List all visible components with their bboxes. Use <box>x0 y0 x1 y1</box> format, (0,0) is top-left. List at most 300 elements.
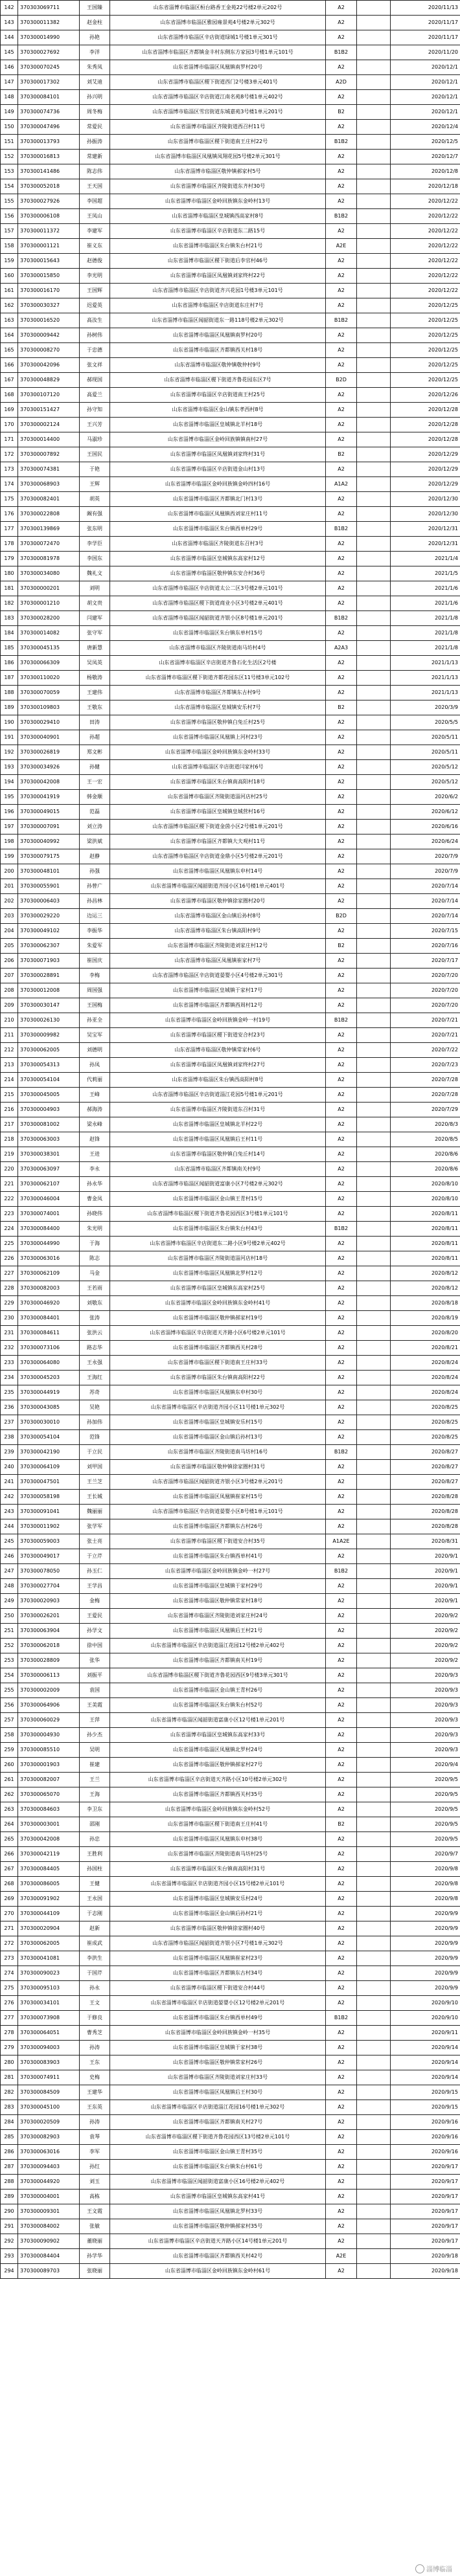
driver-name-cell: 王国辉 <box>80 284 110 298</box>
license-class-cell: A2 <box>326 60 357 75</box>
driver-name-cell: 王东英 <box>80 2100 110 2115</box>
table-row <box>1 60 460 75</box>
table-row <box>1 745 460 760</box>
license-class-cell: B1B2 <box>326 209 357 224</box>
cert-number-cell: 370300070245 <box>18 60 80 75</box>
address-cell: 山东省淄博市临淄区辛店街道晏婴小区8号楼1单元101号 <box>110 1505 326 1519</box>
address-cell: 山东省淄博市临淄区金山镇后孙村8号 <box>110 909 326 924</box>
date-cell: 2020/9/5 <box>391 1802 460 1817</box>
cert-number-cell: 370300011382 <box>18 16 80 30</box>
date-cell: 2020/12/28 <box>391 432 460 447</box>
empty-cell <box>357 2026 391 2041</box>
license-class-cell: B1B2 <box>326 313 357 328</box>
table-row <box>1 1147 460 1162</box>
address-cell: 山东省淄博市临淄区齐都镇金丰村东侧东方家园3号楼1单元101号 <box>110 45 326 60</box>
license-class-cell: A2 <box>326 164 357 179</box>
date-cell: 2020/8/21 <box>391 1341 460 1356</box>
table-row <box>1 566 460 581</box>
row-index-cell: 248 <box>1 1579 18 1594</box>
driver-name-cell: 李光明 <box>80 269 110 284</box>
address-cell: 山东省淄博市临淄区皇城镇东高家村41号 <box>110 2190 326 2204</box>
address-cell: 山东省淄博市临淄区稷下街道齐鲁花园西区3号楼1单元101号 <box>110 1207 326 1222</box>
row-index-cell: 240 <box>1 1460 18 1475</box>
empty-cell <box>357 328 391 343</box>
driver-name-cell: 孙健 <box>80 760 110 775</box>
license-class-cell: A2 <box>326 1549 357 1564</box>
address-cell: 山东省淄博市临淄区齐陵街道刘家庄村24号 <box>110 1609 326 1624</box>
driver-name-cell: 李洋 <box>80 45 110 60</box>
empty-cell <box>357 1192 391 1207</box>
cert-number-cell: 370300082007 <box>18 1773 80 1787</box>
date-cell: 2020/9/17 <box>391 2234 460 2249</box>
empty-cell <box>357 1907 391 1921</box>
date-cell: 2020/12/25 <box>391 313 460 328</box>
license-class-cell: A2 <box>326 1162 357 1177</box>
empty-cell <box>357 939 391 954</box>
table-row <box>1 924 460 939</box>
date-cell: 2020/12/31 <box>391 537 460 552</box>
row-index-cell: 253 <box>1 1653 18 1668</box>
empty-cell <box>357 1951 391 1966</box>
driver-name-cell: 王兴芳 <box>80 418 110 432</box>
empty-cell <box>357 834 391 849</box>
empty-cell <box>357 254 391 269</box>
address-cell: 山东省淄博市临淄区凤凰镇上河村23号 <box>110 730 326 745</box>
license-class-cell: A2 <box>326 507 357 522</box>
date-cell: 2020/11/13 <box>391 1 460 16</box>
table-row <box>1 1430 460 1445</box>
cert-number-cell: 370300045135 <box>18 641 80 656</box>
date-cell: 2020/12/28 <box>391 403 460 418</box>
empty-cell <box>357 1743 391 1758</box>
date-cell: 2021/1/13 <box>391 686 460 700</box>
license-class-cell: A2 <box>326 864 357 879</box>
driver-name-cell: 赵德俊 <box>80 254 110 269</box>
row-index-cell: 231 <box>1 1326 18 1341</box>
driver-name-cell: 胡英 <box>80 492 110 507</box>
license-class-cell: A2 <box>326 760 357 775</box>
license-class-cell: A2 <box>326 1088 357 1103</box>
address-cell: 山东省淄博市临淄区齐都镇大夫观村11号 <box>110 834 326 849</box>
cert-number-cell: 370300139869 <box>18 522 80 537</box>
table-row <box>1 1683 460 1698</box>
empty-cell <box>357 1668 391 1683</box>
date-cell: 2020/9/2 <box>391 1653 460 1668</box>
license-class-cell: A2 <box>326 1207 357 1222</box>
table-row <box>1 2264 460 2279</box>
address-cell: 山东省淄博市临淄区闻韶街道齐银小区7号楼1单元302号 <box>110 1936 326 1951</box>
address-cell: 山东省淄博市临淄区金岭回族镇金岭四村16号 <box>110 477 326 492</box>
table-row <box>1 1624 460 1639</box>
empty-cell <box>357 2190 391 2204</box>
row-index-cell: 290 <box>1 2204 18 2219</box>
driver-name-cell: 董晓丽 <box>80 2234 110 2249</box>
empty-cell <box>357 284 391 298</box>
table-row <box>1 373 460 388</box>
address-cell: 山东省淄博市临淄区辛店街道南王村25号 <box>110 388 326 403</box>
address-cell: 山东省淄博市临淄区雪宫街道东城嘉苑3号楼1单元201号 <box>110 105 326 120</box>
address-cell: 山东省淄博市临淄区稷下街道后李官村46号 <box>110 254 326 269</box>
address-cell: 山东省淄博市临淄区齐陵街道刘家庄村12号 <box>110 939 326 954</box>
empty-cell <box>357 1475 391 1490</box>
date-cell: 2020/12/30 <box>391 492 460 507</box>
address-cell: 山东省淄博市临淄区稷下街道南王庄村22号 <box>110 135 326 150</box>
row-index-cell: 292 <box>1 2234 18 2249</box>
row-index-cell: 277 <box>1 2011 18 2026</box>
driver-name-cell: 孙学文 <box>80 1624 110 1639</box>
cert-number-cell: 370300015850 <box>18 269 80 284</box>
empty-cell <box>357 2115 391 2130</box>
date-cell: 2020/9/16 <box>391 2145 460 2160</box>
row-index-cell: 210 <box>1 1013 18 1028</box>
license-class-cell: A2 <box>326 2145 357 2160</box>
license-class-cell: A2 <box>326 1192 357 1207</box>
date-cell: 2020/8/6 <box>391 1147 460 1162</box>
row-index-cell: 269 <box>1 1892 18 1907</box>
row-index-cell: 265 <box>1 1832 18 1847</box>
license-class-cell: A2 <box>326 1371 357 1385</box>
driver-name-cell: 王胜利 <box>80 1847 110 1862</box>
driver-name-cell: 孙永 <box>80 1981 110 1996</box>
row-index-cell: 239 <box>1 1445 18 1460</box>
date-cell: 2020/9/10 <box>391 2011 460 2026</box>
row-index-cell: 162 <box>1 298 18 313</box>
empty-cell <box>357 1981 391 1996</box>
license-class-cell: A2 <box>326 1385 357 1400</box>
driver-name-cell: 郝现国 <box>80 373 110 388</box>
license-class-cell: A2 <box>326 358 357 373</box>
cert-number-cell: 370300084405 <box>18 1862 80 1877</box>
license-class-cell: A2 <box>326 1624 357 1639</box>
date-cell: 2020/8/10 <box>391 1177 460 1192</box>
empty-cell <box>357 1356 391 1371</box>
empty-cell <box>357 1936 391 1951</box>
date-cell: 2020/8/28 <box>391 1519 460 1534</box>
table-row <box>1 75 460 90</box>
empty-cell <box>357 209 391 224</box>
date-cell: 2020/9/9 <box>391 1936 460 1951</box>
date-cell: 2020/7/28 <box>391 1073 460 1088</box>
empty-cell <box>357 2234 391 2249</box>
address-cell: 山东省淄博市临淄区金山镇王青村26号 <box>110 1683 326 1698</box>
empty-cell <box>357 566 391 581</box>
row-index-cell: 287 <box>1 2160 18 2175</box>
address-cell: 山东省淄博市临淄区辛店街道齐兴花园1号楼3单元101号 <box>110 284 326 298</box>
address-cell: 山东省淄博市临淄区齐都镇西关村42号 <box>110 2249 326 2264</box>
license-class-cell: A2 <box>326 581 357 596</box>
address-cell: 山东省淄博市临淄区齐都镇南关村9号 <box>110 1162 326 1177</box>
driver-name-cell: 于立芹 <box>80 1549 110 1564</box>
license-class-cell: A2 <box>326 2026 357 2041</box>
row-index-cell: 192 <box>1 745 18 760</box>
empty-cell <box>357 298 391 313</box>
table-row <box>1 150 460 164</box>
address-cell: 山东省淄博市临淄区金岭回族镇金岭一村35号 <box>110 2026 326 2041</box>
license-class-cell: A2 <box>326 1296 357 1311</box>
date-cell: 2020/9/5 <box>391 1832 460 1847</box>
address-cell: 山东省淄博市临淄区敬仲镇常家村26号 <box>110 2055 326 2070</box>
empty-cell <box>357 462 391 477</box>
cert-number-cell: 370300074911 <box>18 2070 80 2085</box>
empty-cell <box>357 552 391 566</box>
address-cell: 山东省淄博市临淄区敬仲镇常家村18号 <box>110 1594 326 1609</box>
row-index-cell: 232 <box>1 1341 18 1356</box>
cert-number-cell: 370300045203 <box>18 1371 80 1385</box>
cert-number-cell: 370300084400 <box>18 1222 80 1237</box>
table-row <box>1 894 460 909</box>
address-cell: 山东省淄博市临淄区金岭回族镇东金岭村61号 <box>110 2264 326 2279</box>
table-row <box>1 1519 460 1534</box>
empty-cell <box>357 1921 391 1936</box>
row-index-cell: 142 <box>1 1 18 16</box>
empty-cell <box>357 150 391 164</box>
empty-cell <box>357 954 391 969</box>
table-row <box>1 2175 460 2190</box>
date-cell: 2020/8/5 <box>391 1132 460 1147</box>
row-index-cell: 164 <box>1 328 18 343</box>
cert-number-cell: 370300001121 <box>18 239 80 254</box>
row-index-cell: 147 <box>1 75 18 90</box>
date-cell: 2020/7/14 <box>391 894 460 909</box>
date-cell: 2020/9/3 <box>391 1728 460 1743</box>
table-row <box>1 820 460 834</box>
cert-number-cell: 370300063904 <box>18 1624 80 1639</box>
driver-name-cell: 高汝生 <box>80 313 110 328</box>
cert-number-cell: 370300073908 <box>18 2011 80 2026</box>
driver-name-cell: 王文霞 <box>80 2204 110 2219</box>
address-cell: 山东省淄博市临淄区皇城镇安乐村24号 <box>110 1892 326 1907</box>
driver-name-cell: 史梅 <box>80 2070 110 2085</box>
row-index-cell: 179 <box>1 552 18 566</box>
address-cell: 山东省淄博市临淄区敬仲镇郝家村19号 <box>110 1311 326 1326</box>
license-class-cell: A2 <box>326 1415 357 1430</box>
cert-number-cell: 370300062307 <box>18 939 80 954</box>
license-class-cell: A2 <box>326 596 357 611</box>
row-index-cell: 234 <box>1 1371 18 1385</box>
license-class-cell: A2 <box>326 150 357 164</box>
address-cell: 山东省淄博市临淄区皇城镇东高家村25号 <box>110 1281 326 1296</box>
cert-number-cell: 370300003001 <box>18 1817 80 1832</box>
row-index-cell: 281 <box>1 2070 18 2085</box>
address-cell: 山东省淄博市临淄区金岭回族镇金岭一村19号 <box>110 1013 326 1028</box>
driver-name-cell: 李永 <box>80 1162 110 1177</box>
driver-name-cell: 范锋 <box>80 1430 110 1445</box>
row-index-cell: 261 <box>1 1773 18 1787</box>
license-class-cell: A2 <box>326 2264 357 2279</box>
date-cell: 2020/7/23 <box>391 1058 460 1073</box>
cert-number-cell: 370300042190 <box>18 1445 80 1460</box>
driver-name-cell: 张涛 <box>80 1311 110 1326</box>
cert-number-cell: 370300004930 <box>18 1728 80 1743</box>
row-index-cell: 204 <box>1 924 18 939</box>
license-class-cell: A2 <box>326 924 357 939</box>
row-index-cell: 158 <box>1 239 18 254</box>
row-index-cell: 207 <box>1 969 18 983</box>
cert-number-cell: 370300141486 <box>18 164 80 179</box>
license-class-cell: A2 <box>326 1400 357 1415</box>
address-cell: 山东省淄博市临淄区金岭回族镇东金岭村13号 <box>110 194 326 209</box>
address-cell: 山东省淄博市临淄区稷下街道齐鲁花园东区7号 <box>110 373 326 388</box>
cert-number-cell: 370300046920 <box>18 1296 80 1311</box>
driver-name-cell: 常爱民 <box>80 120 110 135</box>
address-cell: 山东省淄博市临淄区凤凰镇北罗村12号 <box>110 1266 326 1281</box>
row-index-cell: 194 <box>1 775 18 790</box>
table-row <box>1 1549 460 1564</box>
cert-number-cell: 370300026130 <box>18 1013 80 1028</box>
table-row <box>1 1743 460 1758</box>
address-cell: 山东省淄博市临淄区辛店街道齐园小区11号楼1单元302号 <box>110 1400 326 1415</box>
cert-number-cell: 370300064051 <box>18 2026 80 2041</box>
table-row <box>1 328 460 343</box>
driver-name-cell: 孙树伟 <box>80 328 110 343</box>
row-index-cell: 246 <box>1 1549 18 1564</box>
table-row <box>1 105 460 120</box>
empty-cell <box>357 1579 391 1594</box>
address-cell: 山东省淄博市临淄区齐都镇北门村13号 <box>110 492 326 507</box>
date-cell: 2020/9/16 <box>391 2130 460 2145</box>
license-class-cell: B2 <box>326 447 357 462</box>
date-cell: 2020/12/1 <box>391 90 460 105</box>
date-cell: 2020/7/21 <box>391 1013 460 1028</box>
date-cell: 2020/5/12 <box>391 760 460 775</box>
date-cell: 2020/9/17 <box>391 2219 460 2234</box>
license-class-cell: A2 <box>326 328 357 343</box>
date-cell: 2020/8/12 <box>391 1281 460 1296</box>
address-cell: 山东省淄博市临淄区凤凰镇刘家终村31号 <box>110 447 326 462</box>
cert-number-cell: 370300043085 <box>18 1400 80 1415</box>
driver-name-cell: 王东 <box>80 2055 110 2070</box>
empty-cell <box>357 1117 391 1132</box>
empty-cell <box>357 1832 391 1847</box>
empty-cell <box>357 1460 391 1475</box>
cert-number-cell: 370300015643 <box>18 254 80 269</box>
date-cell: 2020/7/14 <box>391 879 460 894</box>
table-row <box>1 2249 460 2264</box>
driver-name-cell: 孙少杰 <box>80 1728 110 1743</box>
row-index-cell: 170 <box>1 418 18 432</box>
cert-number-cell: 370300060029 <box>18 1713 80 1728</box>
table-row <box>1 16 460 30</box>
address-cell: 山东省淄博市临淄区金山镇东孝西村8号 <box>110 403 326 418</box>
driver-name-cell: 赵锋 <box>80 1132 110 1147</box>
driver-name-cell: 王长城 <box>80 1490 110 1505</box>
address-cell: 山东省淄博市临淄区敬仲镇白兔丘村25号 <box>110 715 326 730</box>
row-index-cell: 174 <box>1 477 18 492</box>
empty-cell <box>357 447 391 462</box>
cert-number-cell: 370300059003 <box>18 1534 80 1549</box>
address-cell: 山东省淄博市临淄区闻韶街道富康小区7号楼2单元302号 <box>110 1177 326 1192</box>
date-cell: 2020/12/22 <box>391 269 460 284</box>
row-index-cell: 289 <box>1 2190 18 2204</box>
cert-number-cell: 370300047496 <box>18 120 80 135</box>
row-index-cell: 259 <box>1 1743 18 1758</box>
row-index-cell: 152 <box>1 150 18 164</box>
address-cell: 山东省淄博市临淄区闻韶街道齐银小区8号楼1单元201号 <box>110 611 326 626</box>
table-row <box>1 1817 460 1832</box>
empty-cell <box>357 1222 391 1237</box>
cert-number-cell: 370300028809 <box>18 1653 80 1668</box>
driver-name-cell: 朱光明 <box>80 1222 110 1237</box>
address-cell: 山东省淄博市临淄区金山镇王青村35号 <box>110 2145 326 2160</box>
empty-cell <box>357 1594 391 1609</box>
cert-number-cell: 370300095103 <box>18 1981 80 1996</box>
address-cell: 山东省淄博市临淄区辛店街道绿城1号楼1单元301号 <box>110 30 326 45</box>
license-class-cell: A2 <box>326 2100 357 2115</box>
address-cell: 山东省淄博市临淄区朱台镇南高阳村31号 <box>110 1862 326 1877</box>
date-cell: 2020/9/5 <box>391 1817 460 1832</box>
date-cell: 2020/9/14 <box>391 2070 460 2085</box>
cert-number-cell: 370300030327 <box>18 298 80 313</box>
table-row <box>1 775 460 790</box>
driver-name-cell: 于忠德 <box>80 343 110 358</box>
date-cell: 2020/9/10 <box>391 1996 460 2011</box>
empty-cell <box>357 1892 391 1907</box>
driver-name-cell: 王峰 <box>80 1088 110 1103</box>
row-index-cell: 250 <box>1 1609 18 1624</box>
cert-number-cell: 370300091041 <box>18 1505 80 1519</box>
row-index-cell: 215 <box>1 1088 18 1103</box>
address-cell: 山东省淄博市临淄区朱台镇朱台村52号 <box>110 1698 326 1713</box>
table-row <box>1 1936 460 1951</box>
date-cell: 2020/12/22 <box>391 224 460 239</box>
empty-cell <box>357 894 391 909</box>
license-class-cell: A2 <box>326 1847 357 1862</box>
table-row <box>1 954 460 969</box>
cert-number-cell: 370300084603 <box>18 1802 80 1817</box>
empty-cell <box>357 2100 391 2115</box>
date-cell: 2020/7/20 <box>391 969 460 983</box>
cert-number-cell: 370300090902 <box>18 2234 80 2249</box>
address-cell: 山东省淄博市临淄区稷下街道安合村35号 <box>110 1534 326 1549</box>
cert-number-cell: 370300109803 <box>18 700 80 715</box>
date-cell: 2020/8/24 <box>391 1371 460 1385</box>
table-row <box>1 1966 460 1981</box>
driver-name-cell: 吴凤英 <box>80 656 110 671</box>
table-row <box>1 1222 460 1237</box>
date-cell: 2020/5/11 <box>391 745 460 760</box>
table-row <box>1 1296 460 1311</box>
date-cell: 2020/8/6 <box>391 1162 460 1177</box>
license-class-cell: A2 <box>326 1251 357 1266</box>
cert-number-cell: 370300063016 <box>18 1251 80 1266</box>
table-row <box>1 284 460 298</box>
license-class-cell: A2 <box>326 998 357 1013</box>
address-cell: 山东省淄博市临淄区稷下街道南王庄村41号 <box>110 1817 326 1832</box>
empty-cell <box>357 1013 391 1028</box>
empty-cell <box>357 373 391 388</box>
watermark <box>415 2564 452 2573</box>
empty-cell <box>357 1266 391 1281</box>
table-row <box>1 1311 460 1326</box>
row-index-cell: 273 <box>1 1951 18 1966</box>
driver-name-cell: 孙玉仁 <box>80 1564 110 1579</box>
license-class-cell: A2 <box>326 1877 357 1892</box>
address-cell: 山东省淄博市临淄区敬仲镇郝家村5号 <box>110 164 326 179</box>
cert-number-cell: 370300052018 <box>18 179 80 194</box>
date-cell: 2020/9/18 <box>391 2264 460 2279</box>
row-index-cell: 219 <box>1 1147 18 1162</box>
address-cell: 山东省淄博市临淄区敬仲镇敬仲村9号 <box>110 358 326 373</box>
license-class-cell: A2 <box>326 1951 357 1966</box>
table-row <box>1 1758 460 1773</box>
address-cell: 山东省淄博市临淄区辛店街道天齐路小区14号楼1单元201号 <box>110 2234 326 2249</box>
driver-name-cell: 孙学华 <box>80 2249 110 2264</box>
empty-cell <box>357 1996 391 2011</box>
table-row <box>1 1802 460 1817</box>
license-class-cell: A2 <box>326 1743 357 1758</box>
date-cell: 2020/9/9 <box>391 1981 460 1996</box>
cert-number-cell: 370300007892 <box>18 447 80 462</box>
